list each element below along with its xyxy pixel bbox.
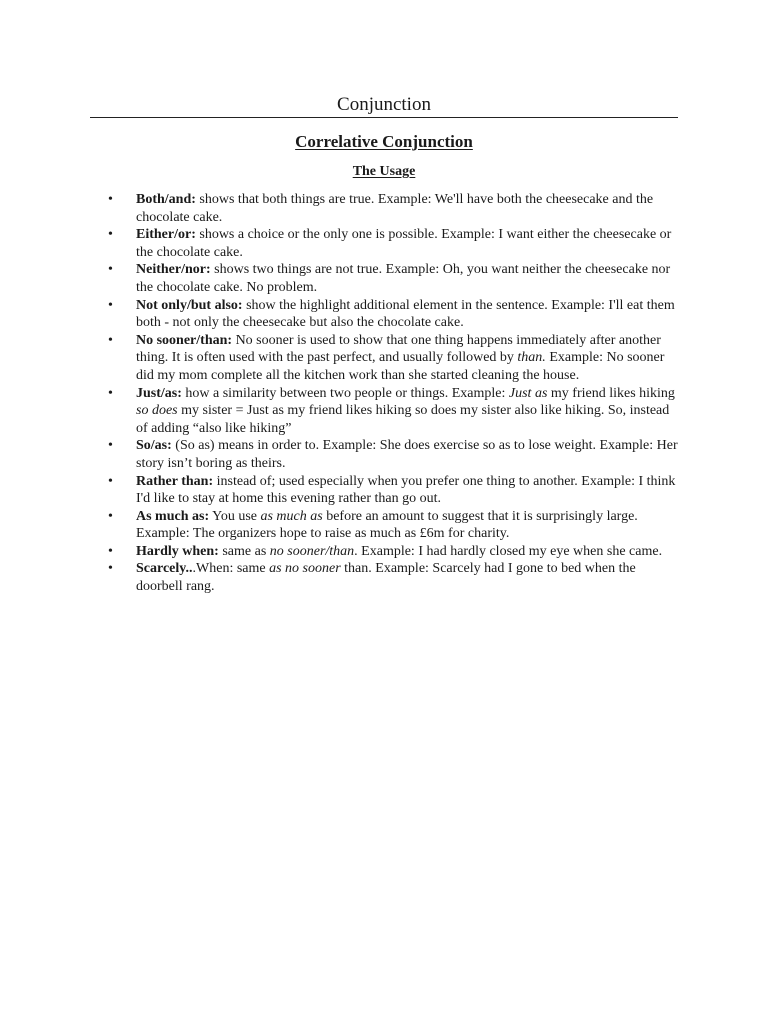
list-item-text: instead of; used especially when you prefer one thing to another. Example: I think I'd like to stay at home this evening rather than go out. <box>136 473 676 507</box>
list-item-emphasis: as no sooner <box>269 561 341 577</box>
list-item-text: No sooner is used to show that one thing happens immediately after another thing. It is often used with the past perfect, and usually followed by <box>136 332 661 366</box>
list-item <box>108 332 680 385</box>
list-item-term: Not only/but also: <box>136 297 243 313</box>
list-item-emphasis: than. <box>517 350 546 366</box>
list-item-term: Either/or: <box>136 227 196 243</box>
list-item-emphasis: no sooner/than <box>269 543 355 559</box>
list-item-term: As much as: <box>136 508 210 524</box>
list-item <box>108 508 680 543</box>
list-item <box>108 560 680 595</box>
list-item-emphasis: Just as <box>508 385 548 401</box>
bullet-icon: • <box>108 385 113 401</box>
list-item <box>108 226 680 261</box>
list-item-text: You use <box>209 508 261 524</box>
list-item-text: Example: No sooner did my mom complete all the kitchen work than she started cleaning the house. <box>136 350 665 383</box>
bullet-icon: • <box>108 543 113 559</box>
list-item <box>108 437 680 472</box>
list-item <box>108 473 680 508</box>
list-item-text: same as <box>218 543 270 559</box>
bullet-icon: • <box>108 227 113 243</box>
list-item-text: how a similarity between two people or things. Example: <box>181 385 509 401</box>
list-item-term: Just/as: <box>136 385 182 401</box>
list-item-emphasis: so does <box>136 403 178 419</box>
list-item-text: my sister = Just as my friend likes hiking so does my sister also like hiking. So, instead of adding “also like hiking” <box>136 403 670 436</box>
list-item-text: . Example: I had hardly closed my eye when she came. <box>354 543 663 559</box>
list-item-text: (So as) means in order to. Example: She does exercise so as to lose weight. Example: Her story isn’t boring as theirs. <box>136 438 678 471</box>
list-item <box>108 261 680 296</box>
list-item-term: Rather than: <box>136 473 214 489</box>
list-item-term: So/as: <box>136 438 172 454</box>
list-item-text: show the highlight additional element in the sentence. Example: I'll eat them both - not only the cheesecake but also the chocolate cake. <box>136 297 675 331</box>
document-title: Conjunction <box>337 94 431 115</box>
section-heading: The Usage <box>352 164 416 179</box>
bullet-icon: • <box>108 561 113 577</box>
list-item <box>108 191 680 226</box>
list-item-text: my friend likes hiking <box>547 385 675 401</box>
list-item-emphasis: as much as <box>260 508 323 524</box>
bullet-icon: • <box>108 262 113 278</box>
list-item-term: Hardly when: <box>136 543 219 559</box>
list-item-text: before an amount to suggest that it is surprisingly large. Example: The organizers hope to raise as much as £6m for charity. <box>136 508 638 542</box>
bullet-icon: • <box>108 508 113 524</box>
list-item-text: shows a choice or the only one is possible. Example: I want either the cheesecake or the chocolate cake. <box>136 227 672 260</box>
list-item-text: .When: same <box>192 561 270 577</box>
list-item-term: Both/and: <box>136 192 196 207</box>
list-item <box>108 385 680 438</box>
list-item-term: No sooner/than: <box>136 332 233 348</box>
document-subtitle: Correlative Conjunction <box>295 132 473 151</box>
bullet-icon: • <box>108 438 113 454</box>
list-item-text: shows two things are not true. Example: Oh, you want neither the cheesecake nor the chocolate cake. No problem. <box>136 262 671 295</box>
bullet-icon: • <box>108 192 113 207</box>
usage-list <box>108 191 680 596</box>
bullet-icon: • <box>108 297 113 313</box>
bullet-icon: • <box>108 473 113 489</box>
list-item <box>108 543 680 561</box>
list-item-text: shows that both things are true. Example: We'll have both the cheesecake and the chocolate cake. <box>136 192 654 225</box>
list-item <box>108 297 680 332</box>
list-item-term: Scarcely.. <box>136 561 193 577</box>
list-item-text: than. Example: Scarcely had I gone to bed when the doorbell rang. <box>136 561 636 595</box>
bullet-icon: • <box>108 332 113 348</box>
title-divider <box>90 117 678 118</box>
list-item-term: Neither/nor: <box>136 262 211 278</box>
